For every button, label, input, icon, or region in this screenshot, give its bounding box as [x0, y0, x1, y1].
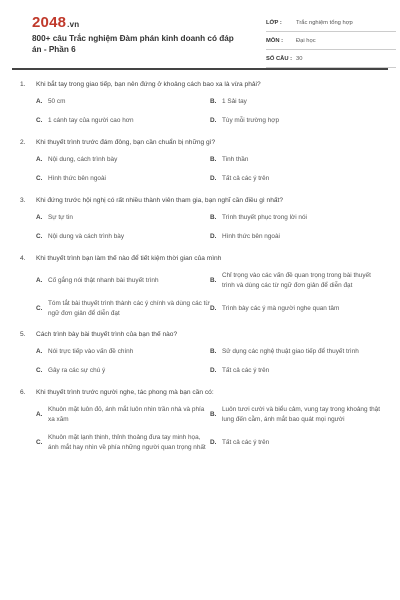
answer-option[interactable] [36, 405, 210, 424]
option-letter: C. [36, 233, 43, 241]
answer-option[interactable] [210, 347, 384, 357]
meta-value: Trắc nghiệm tổng hợp [296, 19, 353, 26]
meta-value: 30 [296, 55, 303, 62]
answer-option[interactable] [36, 299, 210, 318]
question-text: Cách trình bày bài thuyết trình của bạn thế nào? [36, 331, 178, 338]
question-item [20, 138, 382, 184]
question-stem [20, 138, 382, 148]
answer-option[interactable] [36, 232, 210, 242]
answer-option[interactable] [210, 116, 384, 126]
option-text: Trình bày các ý mà người nghe quan tâm [222, 304, 340, 312]
question-stem [20, 80, 382, 90]
question-text: Khi thuyết trình trước người nghe, tác phong mà bạn cần có: [36, 389, 214, 396]
answer-option[interactable] [36, 174, 210, 184]
option-letter: B. [210, 276, 217, 284]
option-letter: C. [36, 304, 43, 312]
option-text: Hình thức bên ngoài [222, 233, 280, 241]
meta-row-class [266, 14, 396, 32]
answer-option[interactable] [210, 271, 384, 290]
question-item [20, 330, 382, 376]
option-text: 1 Sải tay [222, 98, 247, 106]
meta-info-table [266, 14, 396, 68]
question-text: Khi bắt tay trong giao tiếp, bạn nên đứng ở khoảng cách bao xa là vừa phải? [36, 81, 261, 88]
option-text: Luôn tươi cười và biểu cảm, vung tay trong khoảng thật lung đến cằm, ánh mắt bao quát mọi người [222, 406, 380, 423]
answer-option[interactable] [36, 433, 210, 452]
option-text: Nội dung, cách trình bày [48, 156, 118, 164]
option-text: Tóm tắt bài thuyết trình thành các ý chính và dùng các từ ngữ đơn giản để diễn đạt [48, 300, 210, 317]
question-number: 1. [20, 81, 26, 88]
answer-options [36, 347, 382, 376]
option-letter: D. [210, 117, 217, 125]
option-letter: C. [36, 438, 43, 446]
question-number: 5. [20, 331, 26, 338]
option-letter: D. [210, 367, 217, 375]
option-text: Khuôn mặt luôn đỏ, ánh mắt luôn nhìn trần nhà và phía xa xăm [48, 406, 205, 423]
question-item [20, 196, 382, 242]
option-text: Sử dụng các nghệ thuật giao tiếp để thuyết trình [222, 348, 359, 356]
option-text: Tùy mỗi trường hợp [222, 117, 280, 125]
option-text: Tất cả các ý trên [222, 438, 270, 446]
meta-row-subject [266, 32, 396, 50]
answer-option[interactable] [36, 347, 210, 357]
question-stem [20, 196, 382, 206]
meta-label: LỚP : [266, 19, 282, 26]
question-text: Khi thuyết trình bạn làm thế nào để tiết kiệm thời gian của mình [36, 255, 222, 262]
answer-option[interactable] [36, 97, 210, 107]
option-text: Hình thức bên ngoài [48, 175, 106, 183]
meta-row-count [266, 50, 396, 68]
option-letter: B. [210, 348, 217, 356]
option-letter: B. [210, 98, 217, 106]
header-divider [12, 68, 388, 70]
answer-option[interactable] [210, 97, 384, 107]
question-item [20, 388, 382, 452]
option-letter: B. [210, 410, 217, 418]
answer-option[interactable] [210, 405, 384, 424]
option-text: Nói trực tiếp vào vấn đề chính [48, 348, 134, 356]
option-text: Cố gắng nói thật nhanh bài thuyết trình [48, 276, 159, 284]
answer-options [36, 97, 382, 126]
option-letter: A. [36, 348, 43, 356]
option-letter: B. [210, 156, 217, 164]
meta-label: SỐ CÂU : [266, 55, 293, 62]
site-logo[interactable]: 2048.vn [32, 14, 80, 31]
question-list [20, 80, 382, 464]
option-text: Trình thuyết phục trong lời nói [222, 214, 307, 222]
option-letter: C. [36, 175, 43, 183]
answer-option[interactable] [36, 213, 210, 223]
option-text: Gây ra các sự chú ý [48, 367, 106, 375]
option-letter: A. [36, 156, 43, 164]
option-letter: A. [36, 410, 43, 418]
option-text: Tất cả các ý trên [222, 367, 270, 375]
option-text: Sự tự tin [48, 214, 73, 222]
answer-option[interactable] [210, 366, 384, 376]
question-item [20, 254, 382, 318]
answer-option[interactable] [210, 299, 384, 318]
meta-value: Đại học [296, 37, 316, 44]
answer-option[interactable] [36, 116, 210, 126]
question-text: Khi thuyết trình trước đám đông, bạn cần chuẩn bị những gì? [36, 139, 216, 146]
option-text: 50 cm [48, 98, 66, 106]
question-stem [20, 388, 382, 398]
option-letter: A. [36, 276, 43, 284]
option-text: Tinh thần [222, 156, 249, 164]
option-letter: C. [36, 117, 43, 125]
option-text: Tất cả các ý trên [222, 175, 270, 183]
question-number: 2. [20, 139, 26, 146]
option-letter: D. [210, 233, 217, 241]
answer-option[interactable] [210, 213, 384, 223]
question-text: Khi đứng trước hội nghị có rất nhiều thành viên tham gia, bạn nghĩ cần điều gì nhất? [36, 197, 284, 204]
answer-option[interactable] [36, 271, 210, 290]
meta-label: MÔN : [266, 37, 284, 44]
document-title: 800+ câu Trắc nghiệm Đàm phán kinh doanh có đáp án - Phần 6 [32, 34, 234, 54]
answer-options [36, 155, 382, 184]
answer-option[interactable] [36, 366, 210, 376]
answer-options [36, 271, 382, 318]
answer-options [36, 213, 382, 242]
question-stem [20, 254, 382, 264]
option-letter: D. [210, 304, 217, 312]
option-letter: C. [36, 367, 43, 375]
option-letter: D. [210, 175, 217, 183]
option-letter: D. [210, 438, 217, 446]
question-number: 4. [20, 255, 26, 262]
option-letter: B. [210, 214, 217, 222]
answer-option[interactable] [36, 155, 210, 165]
question-number: 6. [20, 389, 26, 396]
answer-option[interactable] [210, 232, 384, 242]
answer-option[interactable] [210, 155, 384, 165]
answer-option[interactable] [210, 433, 384, 452]
answer-option[interactable] [210, 174, 384, 184]
option-letter: A. [36, 98, 43, 106]
answer-options [36, 405, 382, 452]
option-text: Chỉ trọng vào các vấn đề quan trọng trong bài thuyết trình và dùng các từ ngữ đơn giản để diễn đạt [222, 272, 371, 289]
question-stem [20, 330, 382, 340]
option-letter: A. [36, 214, 43, 222]
option-text: Nội dung và cách trình bày [48, 233, 125, 241]
option-text: 1 cánh tay của người cao hơn [48, 117, 134, 125]
option-text: Khuôn mặt lạnh thinh, thỉnh thoảng đưa tay minh họa, ánh mắt hay nhìn về phía những người quan trọng nhất [48, 434, 206, 451]
document-header [12, 0, 388, 70]
question-item [20, 80, 382, 126]
question-number: 3. [20, 197, 26, 204]
